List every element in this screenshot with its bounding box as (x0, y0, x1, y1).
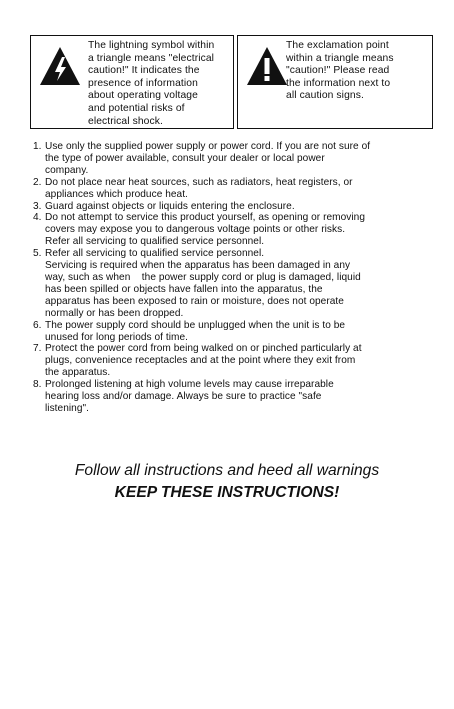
instruction-line: Do not attempt to service this product yourself, as opening or removing (45, 212, 365, 224)
instruction-line: covers may expose you to dangerous voltage points or other risks. (45, 224, 346, 236)
instruction-line: plugs, convenience receptacles and at the point where they exit from (45, 355, 356, 367)
instruction-number: 1. (33, 141, 42, 152)
instruction-item (33, 320, 433, 344)
instruction-line: Refer all servicing to qualified service personnel. (45, 236, 265, 248)
instruction-number: 5. (33, 248, 42, 260)
warning-line: the information next to (286, 77, 391, 89)
warning-line: a triangle means "electrical (88, 52, 215, 64)
instruction-number: 6. (33, 319, 42, 331)
instruction-item (33, 379, 433, 415)
instruction-item (33, 201, 433, 213)
instruction-line: Guard against objects or liquids entering the enclosure. (45, 200, 295, 212)
instruction-line: The power supply cord should be unplugged when the unit is to be (45, 319, 346, 331)
warning-line: The exclamation point (286, 40, 389, 51)
instruction-line: Refer all servicing to qualified service personnel. (45, 248, 265, 260)
instruction-number: 3. (33, 200, 42, 212)
instruction-item (33, 212, 433, 248)
instruction-line: hearing loss and/or damage. Always be sure to practice "safe (45, 391, 322, 403)
warning-line: caution!" It indicates the (88, 65, 200, 77)
instruction-line: appliances which produce heat. (45, 188, 188, 200)
caution-warning-box (237, 35, 433, 129)
instruction-line: Protect the power cord from being walked on or pinched particularly at (45, 343, 362, 355)
warning-line: "caution!" Please read (286, 65, 390, 77)
warning-line: within a triangle means (286, 52, 394, 64)
instruction-line: has been spilled or objects have fallen into the apparatus, the (45, 283, 323, 295)
instruction-item (33, 141, 433, 177)
instruction-line: listening". (45, 402, 89, 414)
instruction-number: 4. (33, 212, 42, 224)
instruction-line: Do not place near heat sources, such as radiators, heat registers, or (45, 176, 353, 188)
caution-warning-text (286, 40, 432, 103)
warning-line: electrical shock. (88, 115, 163, 127)
lightning-triangle-icon (39, 46, 81, 86)
safety-instructions-list (33, 141, 433, 415)
electrical-warning-text (88, 40, 234, 128)
instruction-number: 7. (33, 343, 42, 355)
instruction-line: Use only the supplied power supply or power cord. If you are not sure of (45, 141, 371, 152)
instruction-line: the type of power available, consult your dealer or local power (45, 152, 325, 164)
follow-instructions-heading: Follow all instructions and heed all warnings (74, 462, 380, 479)
instruction-item (33, 343, 433, 379)
warning-line: The lightning symbol within (88, 40, 215, 51)
instruction-line: the apparatus. (45, 367, 111, 379)
instruction-line: Prolonged listening at high volume levels may cause irreparable (45, 379, 334, 391)
warning-line: presence of information (88, 77, 198, 89)
instruction-line: unused for long periods of time. (45, 331, 188, 343)
electrical-warning-box (30, 35, 234, 129)
instruction-line: company. (45, 164, 89, 176)
keep-instructions-heading: KEEP THESE INSTRUCTIONS! (114, 484, 340, 501)
instruction-line: way, such as when the power supply cord or plug is damaged, liquid (45, 271, 361, 283)
warning-line: all caution signs. (286, 90, 364, 102)
instruction-line: normally or has been dropped. (45, 307, 184, 319)
instruction-line: Servicing is required when the apparatus has been damaged in any (45, 260, 351, 272)
instruction-item (33, 248, 433, 319)
instruction-item (33, 177, 433, 201)
instruction-line: apparatus has been exposed to rain or moisture, does not operate (45, 295, 344, 307)
warning-line: about operating voltage (88, 90, 198, 102)
instruction-number: 2. (33, 176, 42, 188)
warning-line: and potential risks of (88, 102, 185, 114)
instruction-number: 8. (33, 379, 42, 391)
exclamation-triangle-icon (246, 46, 288, 86)
